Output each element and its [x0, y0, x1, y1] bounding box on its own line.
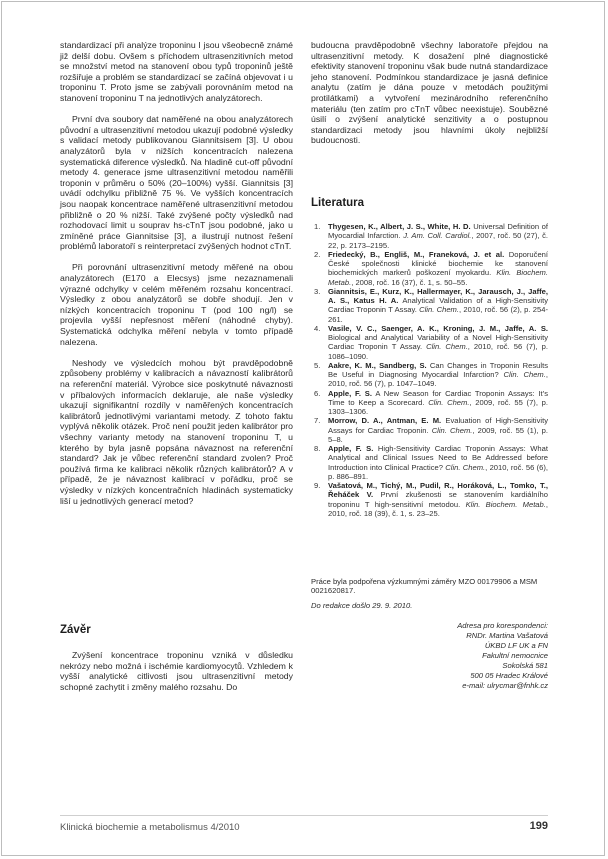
- reference-details: , 2010, roč. 18 (39), č. 1, s. 23–25.: [328, 499, 548, 518]
- section-heading-conclusion: Závěr: [60, 624, 91, 636]
- address-line: Adresa pro korespondenci:: [457, 621, 548, 630]
- reference-number: 3.: [314, 286, 321, 296]
- left-column: [60, 40, 293, 517]
- paragraph: budoucna pravděpodobně všechny laboratoře přejdou na ultrasenzitivní metody. K dosažení plné diagnostické efektivity stanovení troponinu však bude nutná standardizace jeho stanovení. Podmínkou standardizace je jasná definice analytu (zatím je dána pouze v metodách použitými protilátkami) a vytvoření mezinárodního referenčního materiálu (ten zatím pro cTnT vůbec neexistuje). Soubězné úsilí o zvýšení analytické senzitivity a o postupnou standardizaci metody jsou hlavními úkoly nejbližší budoucnosti.: [311, 40, 548, 146]
- address-line: Sokolská 581: [502, 661, 548, 670]
- reference-item: [311, 416, 548, 444]
- reference-item: [311, 324, 548, 361]
- reference-title: Biological and Analytical Variability of a Novel High-Sensitivity Cardiac Troponin T Assay.: [328, 333, 548, 352]
- paragraph: První dva soubory dat naměřené na obou analyzátorech původní a ultrasenzitivní metodou ukazují podobné výsledky s validací metody publikovanou Giannitsisem [3]. U obou analyzátorů byla v nižších koncentracích nalezena systematická diference výsledků. Na hladině cut-off původní metody 4. generace jsme ultrasenzitivní metodou naměřili troponin v průměru o 50% (20–100%) vyšší. Giannitsis [3] uvádí odchylku přibližně 75 %. Ve vyšších koncentracích jsou naopak koncentrace naměřené ultrasenzitivní metodou přibližně o 20 % nižší. Také zvýšené počty výsledků nad rozhodovací limit u souprav hs-cTnT jsou podobné, jako u zmíněné práce Giannitsise [3], a ilustrují nutnost řešení problémů laboratoří s reinterpretací zvýšených hodnot cTnT.: [60, 114, 293, 252]
- reference-title: Can Changes in Troponin Results Be Useful in Diagnosing Myocardial Infarction?: [328, 360, 548, 379]
- address-line: RNDr. Martina Vašatová: [466, 631, 548, 640]
- reference-item: [311, 361, 548, 389]
- reference-journal: J. Am. Coll. Cardiol.: [403, 231, 472, 241]
- address-line: ÚKBD LF UK a FN: [484, 641, 548, 650]
- footer-journal-name: Klinická biochemie a metabolismus 4/2010: [60, 822, 240, 833]
- reference-title: Analytical Validation of a High-Sensitivity Cardiac Troponin T Assay.: [328, 296, 548, 315]
- reference-number: 7.: [314, 416, 321, 426]
- paragraph: standardizací při analýze troponinu I jsou všeobecně známé již delší dobu. Ovšem s příchodem ultrasenzitivních metod se množství metod na stanovení obou typů troponinů ještě rozšiřuje a problém se standardizací se začíná objevovat i u troponinu T. Proto jsme se zabývali porovnáním metod na stanovení troponinu T na jednotlivých analyzátorech.: [60, 40, 293, 103]
- reference-authors: Giannitsis, E., Kurz, K., Hallermayer, K., Jarausch, J., Jaffe, A. S., Katus H. A.: [328, 286, 548, 305]
- paragraph: Při porovnání ultrasenzitivní metody měřené na obou analyzátorech (E170 a Elecsys) jsme nezaznamenali výrazné odchylky v celém měřeném rozsahu koncentrací. Výsledky z obou analyzátorů se dobře shodují. Jen v nízkých koncentracích troponinu T (pod 100 ng/l) se projevila vyšší nepřesnost měření (náhodné chyby). Systematická odchylka měření nebyla v tomto případě nalezena.: [60, 262, 293, 347]
- reference-authors: Morrow, D. A., Antman, E. M.: [328, 416, 442, 426]
- reference-authors: Vasile, V. C., Saenger, A. K., Kroning, J. M., Jaffe, A. S.: [328, 323, 548, 333]
- reference-item: [311, 444, 548, 481]
- reference-journal: Clin. Chem.: [419, 305, 459, 315]
- reference-item: [311, 287, 548, 324]
- reference-number: 1.: [314, 222, 321, 231]
- reference-journal: Clin. Chem.: [431, 425, 473, 435]
- address-line: Fakultní nemocnice: [482, 651, 548, 660]
- reference-journal: Clin. Chem.: [503, 370, 546, 379]
- reference-details: , 2010, roč. 56 (7), p. 1086–1090.: [328, 342, 549, 361]
- reference-title: Universal Definition of Myocardial Infarction.: [328, 222, 548, 241]
- reference-title: A New Season for Cardiac Troponin Assays: It’s Time to Keep a Scorecard.: [328, 388, 548, 407]
- reference-journal: Klin. Biochem. Metab.: [328, 268, 548, 287]
- reference-details: , 2009, roč. 55 (1), p. 5–8.: [328, 425, 549, 444]
- reference-title: První zkušenosti se stanovením kardiálního troponinu T high-sensitivní metodou.: [328, 490, 548, 509]
- reference-authors: Apple, F. S.: [328, 388, 372, 398]
- reference-number: 2.: [314, 249, 321, 259]
- reference-journal: Clin. Chem.: [445, 462, 486, 472]
- reference-item: [311, 222, 548, 250]
- reference-details: , 2010, roč. 56 (2), p. 254-261.: [328, 305, 548, 324]
- reference-journal: Clin. Chem.: [426, 342, 468, 352]
- paragraph: Neshody ve výsledcích mohou být pravděpodobně způsobeny problémy v kalibracích a návazností kalibrátorů na referenční materiál. Výrobce sice poskytnuté návaznosti v příbalových informacích deklaruje, ale naše výsledky ukazují signifikantní rozdíly v naměřených koncentracích kalibrátorů jednotlivými variantami metody. Z tohoto faktu vyplývá několik otázek. Proč není použit jeden kalibrátor pro všechny varianty metody na stanovení troponinu T, u kterého by byla jasně popsána návaznost na referenční standard? Jak je vůbec referenční standard zvolen? Proč používá firma ke kalibraci několik různých kalibrátorů? A v případě, že je návaznost kalibrací v pořádku, proč se výsledky v nízkých koncentračních hladinách systematicky liší u jednotlivých generací metod?: [60, 357, 293, 506]
- reference-title: Evaluation of High-Sensitivity Assays for Cardiac Troponin.: [328, 416, 548, 435]
- reference-journal: Klin. Biochem. Metab.: [465, 499, 546, 509]
- reference-number: 4.: [314, 323, 321, 333]
- right-column: [311, 40, 548, 157]
- conclusion-text: [60, 650, 293, 692]
- page-number: 199: [529, 820, 548, 832]
- reference-number: 5.: [314, 360, 321, 370]
- reference-authors: Friedecký, B., Engliš, M., Franeková, J. et al.: [328, 249, 505, 259]
- reference-number: 8.: [314, 444, 321, 453]
- paragraph: Zvýšení koncentrace troponinu vzniká v důsledku nekrózy nebo možná i ischémie kardiomyocytů. Vzhledem k vyšší analytické citlivosti jsou ultrasenzitivní metody schopné zachytit i změny malého rozsahu. Do: [60, 650, 293, 692]
- reference-item: [311, 389, 548, 417]
- reference-details: , 2009, roč. 55 (7), p. 1303–1306.: [328, 397, 548, 416]
- reference-title: High-Sensitivity Cardiac Troponin Assays: What Analytical and Clinical Issues Need to Be Addressed before Introduction into Clinical Practice?: [328, 444, 548, 472]
- reference-authors: Apple, F. S.: [328, 444, 374, 453]
- received-date: Do redakce došlo 29. 9. 2010.: [311, 601, 413, 610]
- address-line: 500 05 Hradec Králové: [470, 671, 548, 680]
- reference-details: , 2010, roč. 56 (6), p. 886–891.: [328, 462, 548, 481]
- reference-details: , 2010, roč. 56 (7), p. 1047–1049.: [328, 370, 548, 389]
- reference-number: 9.: [314, 481, 321, 490]
- reference-authors: Aakre, K. M., Sandberg, S.: [328, 360, 427, 370]
- reference-list: [311, 222, 548, 518]
- reference-details: , 2008, roč. 16 (37), č. 1, s. 50–55.: [351, 277, 468, 287]
- footer-divider: [60, 815, 548, 816]
- reference-title: Doporučení České společnosti klinické biochemie ke stanovení biochemických markerů poškození myokardu.: [328, 249, 548, 278]
- reference-details: , 2007, roč. 50 (27), č. 22, p. 2173–2195.: [328, 231, 548, 250]
- reference-item: [311, 250, 548, 287]
- reference-number: 6.: [314, 388, 321, 398]
- reference-authors: Vašatová, M., Tichý, M., Pudil, R., Horáková, L., Tomko, T., Řeháček V.: [328, 481, 548, 500]
- section-heading-literature: Literatura: [311, 197, 365, 209]
- reference-authors: Thygesen, K., Albert, J. S., White, H. D.: [328, 222, 471, 231]
- reference-item: [311, 481, 548, 518]
- funding-note: Práce byla podpořena výzkumnými záměry MZO 00179906 a MSM 0021620817.: [311, 577, 538, 596]
- reference-journal: Clin. Chem.: [428, 397, 470, 407]
- address-email: e-mail: ulrycmar@fnhk.cz: [462, 681, 548, 690]
- correspondence-address: [368, 621, 548, 691]
